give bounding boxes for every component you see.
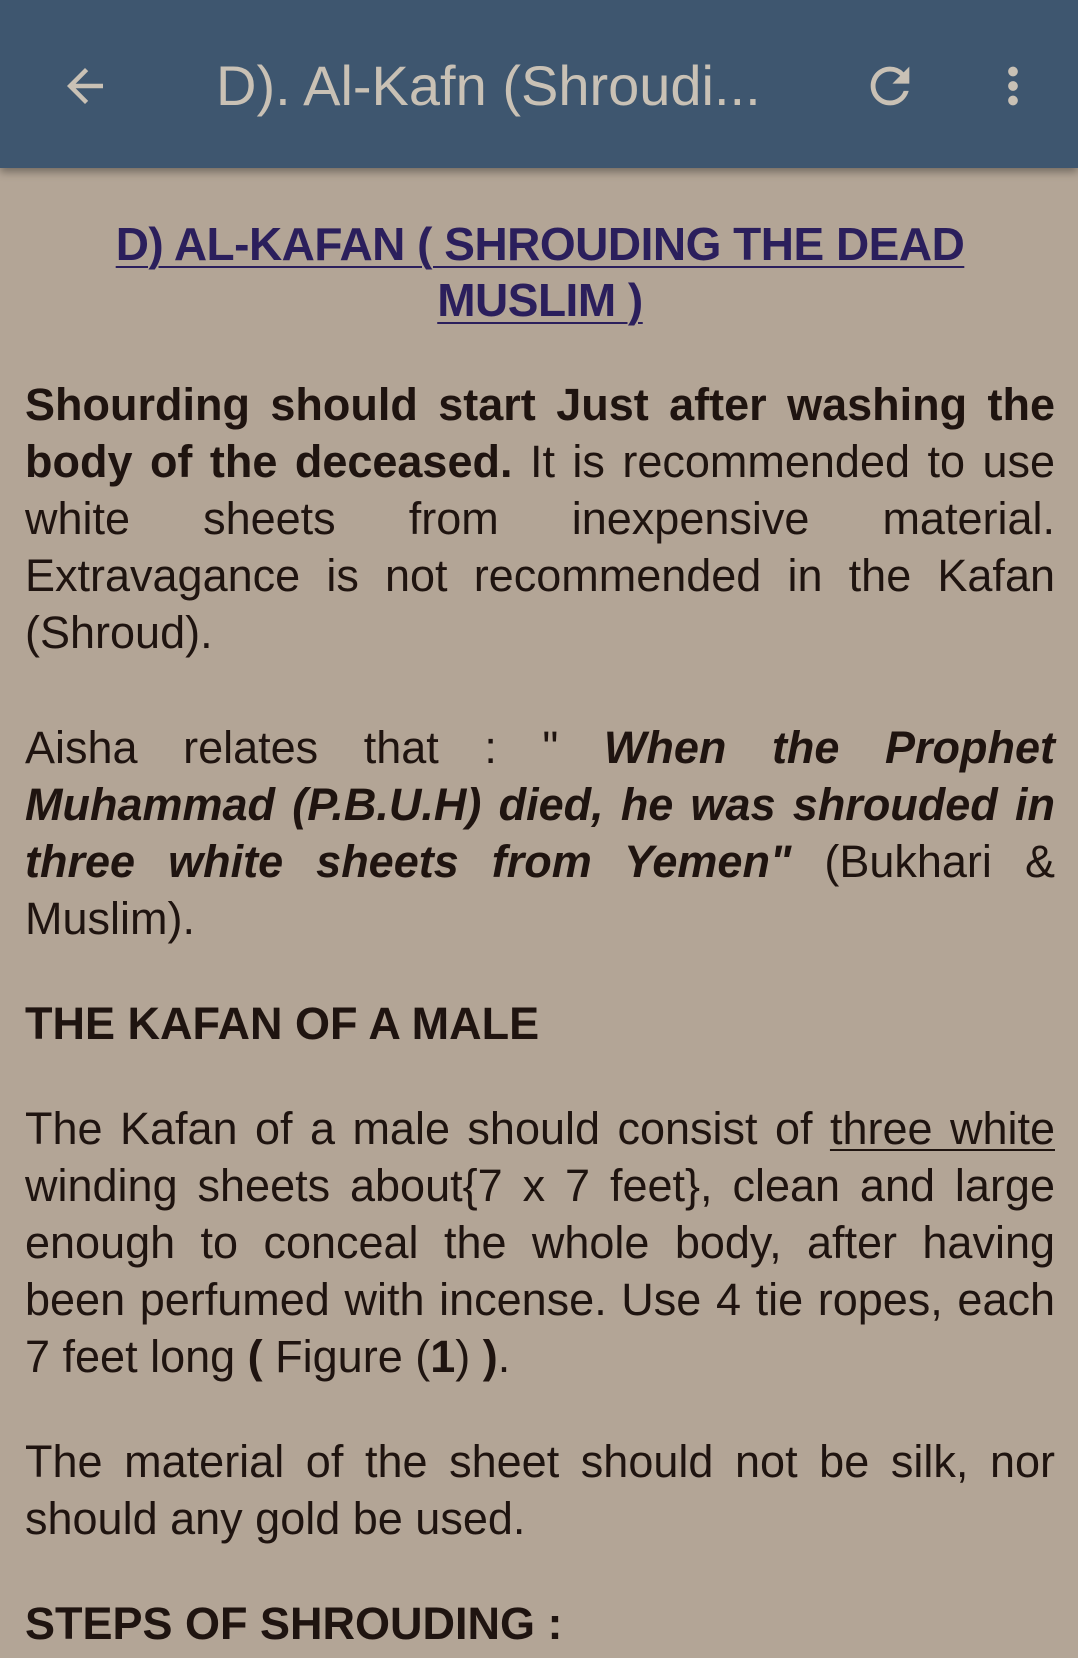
hadith-lead: Aisha relates that : " [25, 722, 604, 773]
three-white-underlined: three white [829, 1103, 1055, 1154]
arrow-left-icon [58, 59, 112, 113]
figure-open-paren: ( [247, 1331, 263, 1382]
app-bar-title: D). Al-Kafn (Shroudi... [216, 54, 761, 117]
intro-bold-sentence: Shourding should start Just after washing the body of the deceased. [25, 379, 1055, 487]
back-button[interactable] [40, 44, 130, 128]
hadith-paragraph [25, 719, 1055, 947]
intro-rest: It is recommended to use white sheets from inexpensive material. Extravagance is not recommended in the Kafan (Shroud). [25, 436, 1055, 658]
male-kafan-heading: THE KAFAN OF A MALE [25, 998, 540, 1049]
figure-close-paren: ) [482, 1331, 498, 1382]
male-kafan-mid: winding sheets about{7 x 7 feet}, clean and large enough to conceal the whole body, after having been perfumed with incense. Use 4 tie ropes, each 7 feet long [25, 1160, 1055, 1382]
figure-word: Figure ( [262, 1331, 431, 1382]
article-content [25, 168, 1055, 1652]
male-kafan-lead: The Kafan of a male should consist of [25, 1103, 830, 1154]
hadith-quote: When the Prophet Muhammad (P.B.U.H) died, he was shrouded in three white sheets from Yemen" [25, 722, 1055, 887]
overflow-menu-button[interactable] [968, 44, 1058, 128]
intro-paragraph [25, 376, 1055, 661]
material-paragraph: The material of the sheet should not be silk, nor should any gold be used. [25, 1436, 1055, 1544]
refresh-icon [861, 57, 919, 115]
figure-number: 1 [430, 1331, 456, 1382]
steps-heading: STEPS OF SHROUDING : [25, 1598, 563, 1649]
app-bar [0, 0, 1078, 168]
figure-close: ) [455, 1331, 483, 1382]
male-kafan-end: . [497, 1331, 511, 1382]
hadith-source: (Bukhari & Muslim). [25, 836, 1055, 944]
more-vert-icon [984, 57, 1042, 115]
male-kafan-paragraph [25, 1100, 1055, 1385]
refresh-button[interactable] [845, 44, 935, 128]
article-title: D) AL-KAFAN ( SHROUDING THE DEAD MUSLIM ) [115, 218, 965, 326]
